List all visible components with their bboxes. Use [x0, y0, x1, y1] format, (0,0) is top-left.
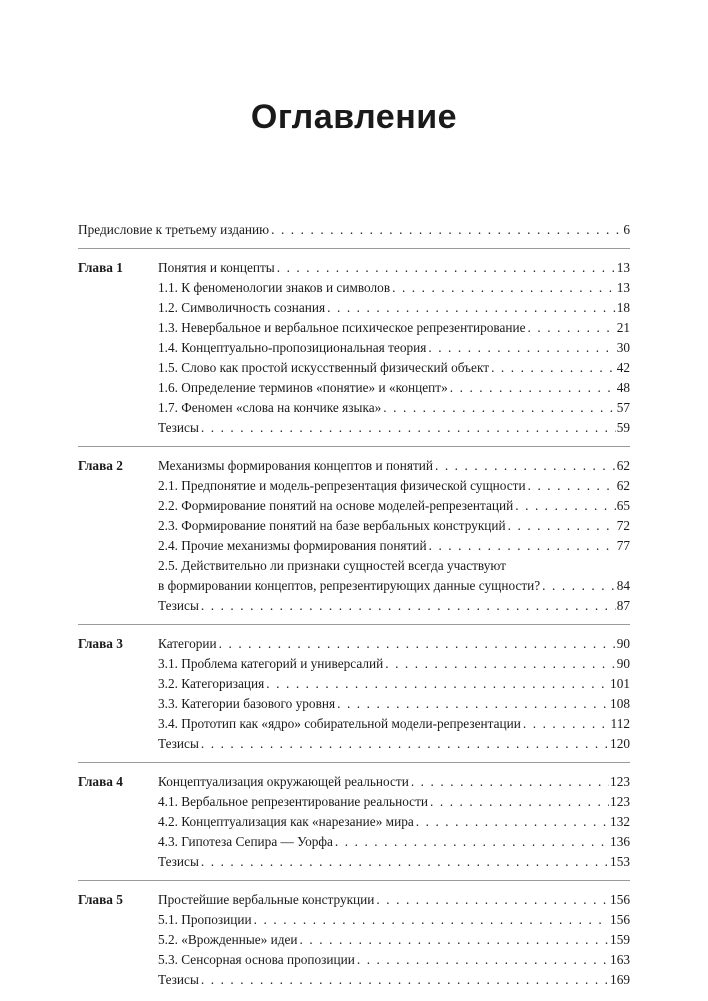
toc-entry-text: Тезисы — [158, 854, 199, 869]
toc-entry-text: 5.3. Сенсорная основа пропозиции — [158, 952, 355, 967]
toc-page-number: 108 — [610, 696, 630, 711]
toc-page-number: 62 — [616, 478, 630, 493]
toc-entry-section — [78, 398, 630, 418]
toc-entry-theses — [78, 970, 630, 990]
toc-page-number: 153 — [610, 854, 630, 869]
dot-leader — [201, 734, 609, 754]
toc-entry-section — [78, 378, 630, 398]
dot-leader — [266, 674, 609, 694]
dot-leader — [528, 318, 616, 338]
toc-page-number: 62 — [616, 458, 630, 473]
toc-entry-section — [78, 792, 630, 812]
toc-entry-section — [78, 950, 630, 970]
toc-entry-text: Тезисы — [158, 420, 199, 435]
toc-page-number: 57 — [616, 400, 630, 415]
dot-leader — [523, 714, 610, 734]
chapter-title: Понятия и концепты — [158, 260, 275, 275]
toc-entry-section — [78, 338, 630, 358]
toc-page-number: 123 — [610, 774, 630, 789]
toc-entry-text: Тезисы — [158, 598, 199, 613]
toc-entry-text: 4.2. Концептуализация как «нарезание» мира — [158, 814, 414, 829]
toc-entry-section — [78, 516, 630, 536]
chapter-label: Глава 3 — [78, 636, 123, 651]
toc-page-number: 90 — [616, 636, 630, 651]
dot-leader — [357, 950, 609, 970]
toc-entry-section — [78, 476, 630, 496]
dot-leader — [508, 516, 616, 536]
toc-entry-text: 1.2. Символичность сознания — [158, 300, 326, 315]
toc-entry-text: 2.3. Формирование понятий на базе вербальных конструкций — [158, 518, 506, 533]
dot-leader — [528, 476, 616, 496]
toc-entry-text: в формировании концептов, репрезентирующих данные сущности? — [158, 578, 541, 593]
dot-leader — [411, 772, 609, 792]
dot-leader — [300, 930, 610, 950]
dot-leader — [430, 792, 609, 812]
toc-page-number: 169 — [610, 972, 630, 987]
chapter-title: Концептуализация окружающей реальности — [158, 774, 409, 789]
dot-leader — [428, 338, 615, 358]
chapter-list — [78, 248, 630, 990]
toc-page-number: 6 — [623, 222, 630, 237]
toc-page-number: 59 — [616, 420, 630, 435]
toc-entry-text: 3.3. Категории базового уровня — [158, 696, 336, 711]
chapter-label: Глава 1 — [78, 260, 123, 275]
toc-entry-section — [78, 536, 630, 556]
chapter-label: Глава 2 — [78, 458, 123, 473]
toc-entry-text: 1.3. Невербальное и вербальное психическое репрезентирование — [158, 320, 526, 335]
toc-entry-section — [78, 832, 630, 852]
toc-page-number: 18 — [616, 300, 630, 315]
toc-entry-section — [78, 358, 630, 378]
dot-leader — [392, 278, 616, 298]
toc-entry-chapter — [78, 258, 630, 278]
toc-entry-text: 1.5. Слово как простой искусственный физический объект — [158, 360, 490, 375]
toc-entry-text: 4.1. Вербальное репрезентирование реальности — [158, 794, 429, 809]
chapter-divider — [78, 624, 630, 625]
toc-entry-text: 1.7. Феномен «слова на кончике языка» — [158, 400, 382, 415]
dot-leader — [201, 418, 616, 438]
toc-entry-section — [78, 278, 630, 298]
chapter-divider — [78, 880, 630, 881]
toc-entry-theses — [78, 596, 630, 616]
toc-page-number: 84 — [616, 578, 630, 593]
toc-page-number: 87 — [616, 598, 630, 613]
toc-entry-chapter — [78, 456, 630, 476]
toc-page-number: 101 — [610, 676, 630, 691]
toc-page-number: 13 — [616, 280, 630, 295]
dot-leader — [254, 910, 609, 930]
dot-leader — [385, 654, 615, 674]
toc-entry-text: 1.1. К феноменологии знаков и символов — [158, 280, 391, 295]
chapter-divider — [78, 446, 630, 447]
toc-entry-text: 5.1. Пропозиции — [158, 912, 252, 927]
toc-entry-theses — [78, 852, 630, 872]
dot-leader — [201, 596, 616, 616]
toc-entry-text: 4.3. Гипотеза Сепира — Уорфа — [158, 834, 333, 849]
toc-page-number: 159 — [610, 932, 630, 947]
dot-leader — [435, 456, 616, 476]
dot-leader — [429, 536, 616, 556]
dot-leader — [201, 852, 609, 872]
chapter-label: Глава 5 — [78, 892, 123, 907]
dot-leader — [515, 496, 615, 516]
toc-entry-section — [78, 714, 630, 734]
toc-page-number: 156 — [610, 912, 630, 927]
toc-page-number: 132 — [610, 814, 630, 829]
toc-entry-text: 3.2. Категоризация — [158, 676, 265, 691]
toc-entry-section — [78, 556, 630, 576]
dot-leader — [491, 358, 616, 378]
page-title: Оглавление — [250, 98, 458, 136]
toc-entry-theses — [78, 418, 630, 438]
dot-leader — [416, 812, 609, 832]
toc-entry-section — [78, 298, 630, 318]
toc-page-number: 65 — [616, 498, 630, 513]
dot-leader — [542, 576, 616, 596]
chapter-divider — [78, 762, 630, 763]
toc-entry-theses — [78, 734, 630, 754]
toc-page-number: 123 — [610, 794, 630, 809]
toc-entry-chapter — [78, 634, 630, 654]
toc-entry-section — [78, 694, 630, 714]
chapter-title: Категории — [158, 636, 217, 651]
toc-entry-section — [78, 674, 630, 694]
toc-entry-chapter — [78, 890, 630, 910]
toc-entry-text: 2.4. Прочие механизмы формирования понятий — [158, 538, 427, 553]
chapter-divider — [78, 248, 630, 249]
dot-leader — [327, 298, 616, 318]
toc-entry-section — [78, 496, 630, 516]
toc-entry-text: 1.4. Концептуально-пропозициональная теория — [158, 340, 427, 355]
dot-leader — [337, 694, 609, 714]
toc-entry-text: 2.1. Предпонятие и модель-репрезентация физической сущности — [158, 478, 526, 493]
toc-page-number: 48 — [616, 380, 630, 395]
toc-entry-section — [78, 930, 630, 950]
toc-page-number: 21 — [616, 320, 630, 335]
toc-entry-section — [78, 318, 630, 338]
toc-entry-chapter — [78, 772, 630, 792]
dot-leader — [450, 378, 616, 398]
chapter-title: Механизмы формирования концептов и понятий — [158, 458, 433, 473]
toc-entry-text: Тезисы — [158, 972, 199, 987]
toc-page-number: 136 — [610, 834, 630, 849]
toc-entry-section — [78, 910, 630, 930]
toc-entry-section — [78, 812, 630, 832]
chapter-label: Глава 4 — [78, 774, 123, 789]
toc-entry-text: 3.1. Проблема категорий и универсалий — [158, 656, 384, 671]
chapter-title: Простейшие вербальные конструкции — [158, 892, 375, 907]
dot-leader — [376, 890, 609, 910]
toc-page-number: 120 — [610, 736, 630, 751]
toc-page-number: 156 — [610, 892, 630, 907]
toc-entry-section — [78, 654, 630, 674]
toc-entry-text: 2.2. Формирование понятий на основе моделей-репрезентаций — [158, 498, 514, 513]
toc-entry-text: Предисловие к третьему изданию — [78, 222, 270, 237]
toc-entry-preface — [78, 220, 630, 240]
toc-page-number: 42 — [616, 360, 630, 375]
toc-page-number: 30 — [616, 340, 630, 355]
toc-page-number: 163 — [610, 952, 630, 967]
toc-page-number: 13 — [616, 260, 630, 275]
dot-leader — [201, 970, 609, 990]
toc-page-number: 77 — [616, 538, 630, 553]
toc-page-number: 90 — [616, 656, 630, 671]
toc-entry-text: Тезисы — [158, 736, 199, 751]
dot-leader — [277, 258, 616, 278]
toc-entry-section-continued — [78, 576, 630, 596]
toc-entry-text: 1.6. Определение терминов «понятие» и «концепт» — [158, 380, 448, 395]
toc-page-number: 112 — [610, 716, 630, 731]
dot-leader — [219, 634, 616, 654]
toc-entry-text: 5.2. «Врожденные» идеи — [158, 932, 298, 947]
toc-page-number: 72 — [616, 518, 630, 533]
toc-entry-text: 3.4. Прототип как «ядро» собирательной модели-репрезентации — [158, 716, 521, 731]
table-of-contents — [78, 220, 630, 990]
dot-leader — [335, 832, 609, 852]
toc-entry-text: 2.5. Действительно ли признаки сущностей всегда участвуют — [158, 558, 506, 573]
dot-leader — [271, 220, 622, 240]
dot-leader — [383, 398, 615, 418]
